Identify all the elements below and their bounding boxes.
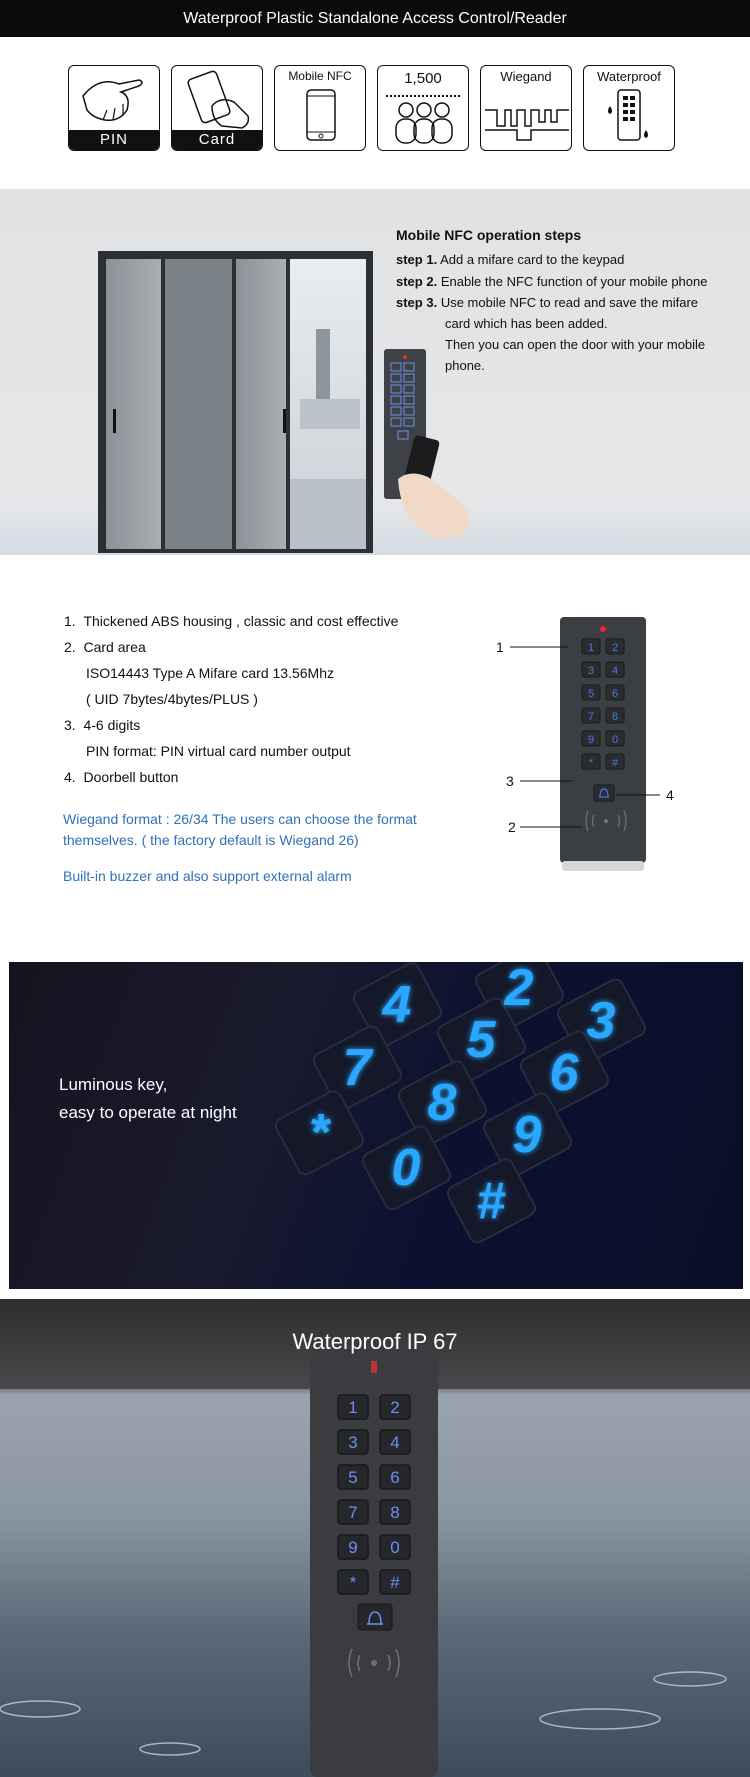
feature-icons-row bbox=[0, 37, 750, 189]
keypad-key-label: 7 bbox=[587, 711, 595, 723]
waterproof-title: Waterproof IP 67 bbox=[292, 1329, 458, 1354]
waterproof-key-label: 4 bbox=[390, 1433, 400, 1452]
luminous-subline: easy to operate at night bbox=[59, 1103, 237, 1122]
luminous-key-label: # bbox=[476, 1172, 506, 1230]
feature-wiegand bbox=[480, 65, 572, 151]
callout-2: 2 bbox=[508, 819, 516, 835]
luminous-key-label: 9 bbox=[512, 1106, 542, 1164]
luminous-key-label: 2 bbox=[504, 962, 534, 1017]
luminous-key-label: 8 bbox=[427, 1074, 457, 1132]
spec-number: 3. bbox=[64, 717, 76, 733]
nfc-step-3 bbox=[396, 292, 698, 313]
waterproof-key-label: # bbox=[390, 1573, 400, 1592]
keypad-key-label: # bbox=[611, 757, 619, 769]
door-illustration bbox=[0, 189, 380, 555]
step-label: step 1. bbox=[396, 252, 438, 267]
feature-label: Wiegand bbox=[500, 69, 552, 84]
waterproof-key-label: 0 bbox=[390, 1538, 400, 1557]
feature-card bbox=[171, 65, 263, 151]
waterproof-key-label: 3 bbox=[348, 1433, 358, 1452]
feature-label: 1,500 bbox=[404, 70, 442, 87]
spec-sub-text: ISO14443 Type A Mifare card 13.56Mhz bbox=[86, 665, 335, 681]
spec-sub-text: PIN format: PIN virtual card number output bbox=[86, 743, 351, 759]
luminous-headline: Luminous key, bbox=[59, 1075, 168, 1094]
feature-mobile-nfc bbox=[274, 65, 366, 151]
buzzer-note: Built-in buzzer and also support external alarm bbox=[63, 868, 352, 884]
nfc-step-2 bbox=[396, 271, 707, 292]
keypad-key-label: 1 bbox=[587, 642, 595, 654]
waterproof-key-label: 8 bbox=[390, 1503, 400, 1522]
glowing-keypad-closeup bbox=[9, 962, 743, 1289]
spec-text: Card area bbox=[83, 639, 146, 655]
luminous-key-label: 7 bbox=[342, 1039, 372, 1097]
nfc-steps-title: Mobile NFC operation steps bbox=[396, 227, 582, 243]
page-title: Waterproof Plastic Standalone Access Control/Reader bbox=[0, 0, 750, 37]
luminous-key-label: 0 bbox=[391, 1139, 421, 1197]
spec-item bbox=[64, 717, 140, 733]
luminous-key-label: 3 bbox=[586, 992, 616, 1050]
feature-label: Card bbox=[172, 130, 262, 150]
keypad-key-label: 0 bbox=[611, 734, 619, 746]
spec-number: 2. bbox=[64, 639, 76, 655]
doorbell-button bbox=[594, 785, 614, 801]
luminous-key-label: * bbox=[308, 1104, 330, 1162]
spec-item bbox=[64, 639, 146, 655]
device-diagram bbox=[490, 615, 750, 875]
spec-item bbox=[64, 613, 398, 629]
spec-number: 1. bbox=[64, 613, 76, 629]
waterproof-section bbox=[0, 1299, 750, 1777]
rain-and-device-image bbox=[0, 1299, 750, 1777]
nfc-step-3-continuation: card which has been added. bbox=[445, 316, 608, 331]
spec-sub-text: ( UID 7bytes/4bytes/PLUS ) bbox=[86, 691, 258, 707]
feature-label: Waterproof bbox=[597, 69, 661, 84]
spec-text: 4-6 digits bbox=[83, 717, 141, 733]
users-capacity-icon bbox=[378, 66, 469, 151]
keypad-key-label: 4 bbox=[611, 665, 619, 677]
luminous-keys-section bbox=[9, 962, 743, 1289]
step-label: step 3. bbox=[396, 295, 438, 310]
luminous-key-label: 4 bbox=[382, 976, 412, 1034]
step-text: Use mobile NFC to read and save the mifare bbox=[440, 295, 699, 310]
nfc-keypad-with-phone bbox=[378, 349, 498, 549]
waterproof-device-icon bbox=[584, 66, 675, 151]
nfc-section bbox=[0, 189, 750, 555]
nfc-step-1 bbox=[396, 249, 624, 270]
keypad-key-label: * bbox=[588, 757, 594, 769]
waterproof-key-label: * bbox=[349, 1573, 357, 1592]
nfc-step-3-continuation: phone. bbox=[445, 358, 485, 373]
waterproof-key-label: 6 bbox=[390, 1468, 400, 1487]
wiegand-format-note: Wiegand format : 26/34 The users can choose the format bbox=[63, 811, 417, 827]
feature-label: PIN bbox=[69, 130, 159, 150]
waterproof-key-label: 5 bbox=[348, 1468, 358, 1487]
specifications-section bbox=[0, 555, 750, 962]
keypad-key-label: 6 bbox=[611, 688, 619, 700]
spec-item bbox=[64, 769, 178, 785]
spec-text: Doorbell button bbox=[83, 769, 179, 785]
waterproof-key-label: 7 bbox=[348, 1503, 358, 1522]
spec-number: 4. bbox=[64, 769, 76, 785]
callout-3: 3 bbox=[506, 773, 514, 789]
waterproof-key-label: 9 bbox=[348, 1538, 358, 1557]
spec-text: Thickened ABS housing , classic and cost effective bbox=[83, 613, 399, 629]
keypad-key-label: 2 bbox=[611, 642, 619, 654]
keypad-key-label: 8 bbox=[611, 711, 619, 723]
feature-label: Mobile NFC bbox=[288, 69, 352, 83]
waterproof-key-label: 1 bbox=[348, 1398, 358, 1417]
waterproof-doorbell-button bbox=[358, 1604, 392, 1630]
callout-1: 1 bbox=[496, 639, 504, 655]
nfc-step-3-continuation: Then you can open the door with your mobile bbox=[445, 337, 706, 352]
feature-waterproof bbox=[583, 65, 675, 151]
luminous-key-label: 5 bbox=[466, 1011, 496, 1069]
feature-user-capacity bbox=[377, 65, 469, 151]
mobile-phone-icon bbox=[275, 66, 366, 151]
waterproof-key-label: 2 bbox=[390, 1398, 400, 1417]
keypad-key-label: 9 bbox=[587, 734, 595, 746]
wiegand-signal-icon bbox=[481, 66, 572, 151]
wiegand-format-note: themselves. ( the factory default is Wiegand 26) bbox=[63, 832, 359, 848]
step-label: step 2. bbox=[396, 274, 438, 289]
step-text: Enable the NFC function of your mobile phone bbox=[440, 274, 708, 289]
callout-4: 4 bbox=[666, 787, 674, 803]
keypad-key-label: 5 bbox=[587, 688, 595, 700]
step-text: Add a mifare card to the keypad bbox=[440, 252, 625, 267]
luminous-key-label: 6 bbox=[549, 1044, 579, 1102]
feature-pin bbox=[68, 65, 160, 151]
keypad-key-label: 3 bbox=[587, 665, 595, 677]
